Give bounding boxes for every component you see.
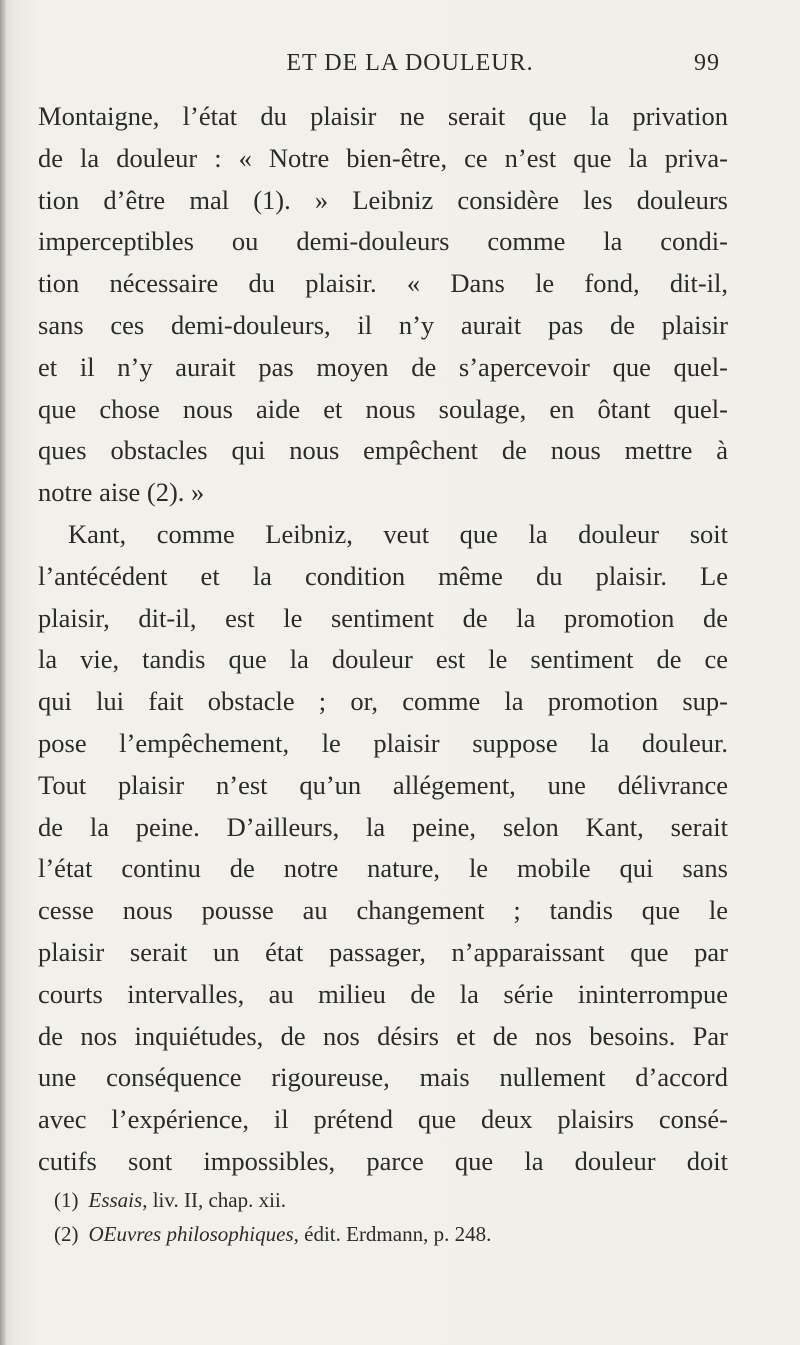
text-line: cesse nous pousse au changement ; tandis que le xyxy=(38,895,728,926)
text-line: l’antécédent et la condition même du plaisir. Le xyxy=(38,560,728,591)
text-line: notre aise (2). » xyxy=(38,477,205,508)
footnote-number: (1) xyxy=(54,1188,79,1212)
text-line: qui lui fait obstacle ; or, comme la promotion sup- xyxy=(38,686,728,717)
footnote-text: , édit. Erdmann, p. 248. xyxy=(293,1222,492,1246)
text-line: ques obstacles qui nous empêchent de nous mettre à xyxy=(38,435,728,466)
text-line: tion nécessaire du plaisir. « Dans le fond, dit-il, xyxy=(38,268,728,299)
text-line: avec l’expérience, il prétend que deux plaisirs consé- xyxy=(38,1104,728,1135)
text-line: tion d’être mal (1). » Leibniz considère les douleurs xyxy=(38,184,728,215)
text-line: de la peine. D’ailleurs, la peine, selon Kant, serait xyxy=(38,811,728,842)
text-line: une conséquence rigoureuse, mais nullement d’accord xyxy=(38,1062,728,1093)
text-line: pose l’empêchement, le plaisir suppose la douleur. xyxy=(38,727,728,758)
footnote-number: (2) xyxy=(54,1222,79,1246)
footnote-title: OEuvres philosophiques xyxy=(88,1222,294,1246)
footnote-text: , liv. II, chap. xii. xyxy=(142,1188,287,1212)
footnote-title: Essais xyxy=(88,1188,143,1212)
body-text xyxy=(38,96,728,1183)
footnote xyxy=(38,1217,728,1251)
text-line: Kant, comme Leibniz, veut que la douleur soit xyxy=(68,518,728,549)
text-line: imperceptibles ou demi-douleurs comme la condi- xyxy=(38,226,728,257)
footnote xyxy=(38,1183,728,1217)
page-number: 99 xyxy=(694,50,720,76)
text-line: sans ces demi-douleurs, il n’y aurait pas de plaisir xyxy=(38,309,728,340)
page-gutter-shadow xyxy=(0,0,6,1345)
text-line: plaisir serait un état passager, n’apparaissant que par xyxy=(38,936,728,967)
text-line: et il n’y aurait pas moyen de s’apercevoir que quel- xyxy=(38,351,728,382)
text-line: l’état continu de notre nature, le mobile qui sans xyxy=(38,853,728,884)
footnotes xyxy=(38,1183,728,1251)
text-line: Montaigne, l’état du plaisir ne serait que la privation xyxy=(38,101,728,131)
text-line: de la douleur : « Notre bien-être, ce n’est que la priva- xyxy=(38,142,728,173)
text-line: cutifs sont impossibles, parce que la douleur doit xyxy=(38,1145,728,1176)
running-head xyxy=(140,50,720,84)
running-title: ET DE LA DOULEUR. xyxy=(286,50,534,76)
text-line: de nos inquiétudes, de nos désirs et de nos besoins. Par xyxy=(38,1020,728,1051)
text-line: courts intervalles, au milieu de la série ininterrompue xyxy=(38,978,728,1009)
text-line: la vie, tandis que la douleur est le sentiment de ce xyxy=(38,644,728,675)
text-line: plaisir, dit-il, est le sentiment de la promotion de xyxy=(38,602,728,633)
text-line: que chose nous aide et nous soulage, en ôtant quel- xyxy=(38,393,728,424)
text-line: Tout plaisir n’est qu’un allégement, une délivrance xyxy=(38,769,728,800)
